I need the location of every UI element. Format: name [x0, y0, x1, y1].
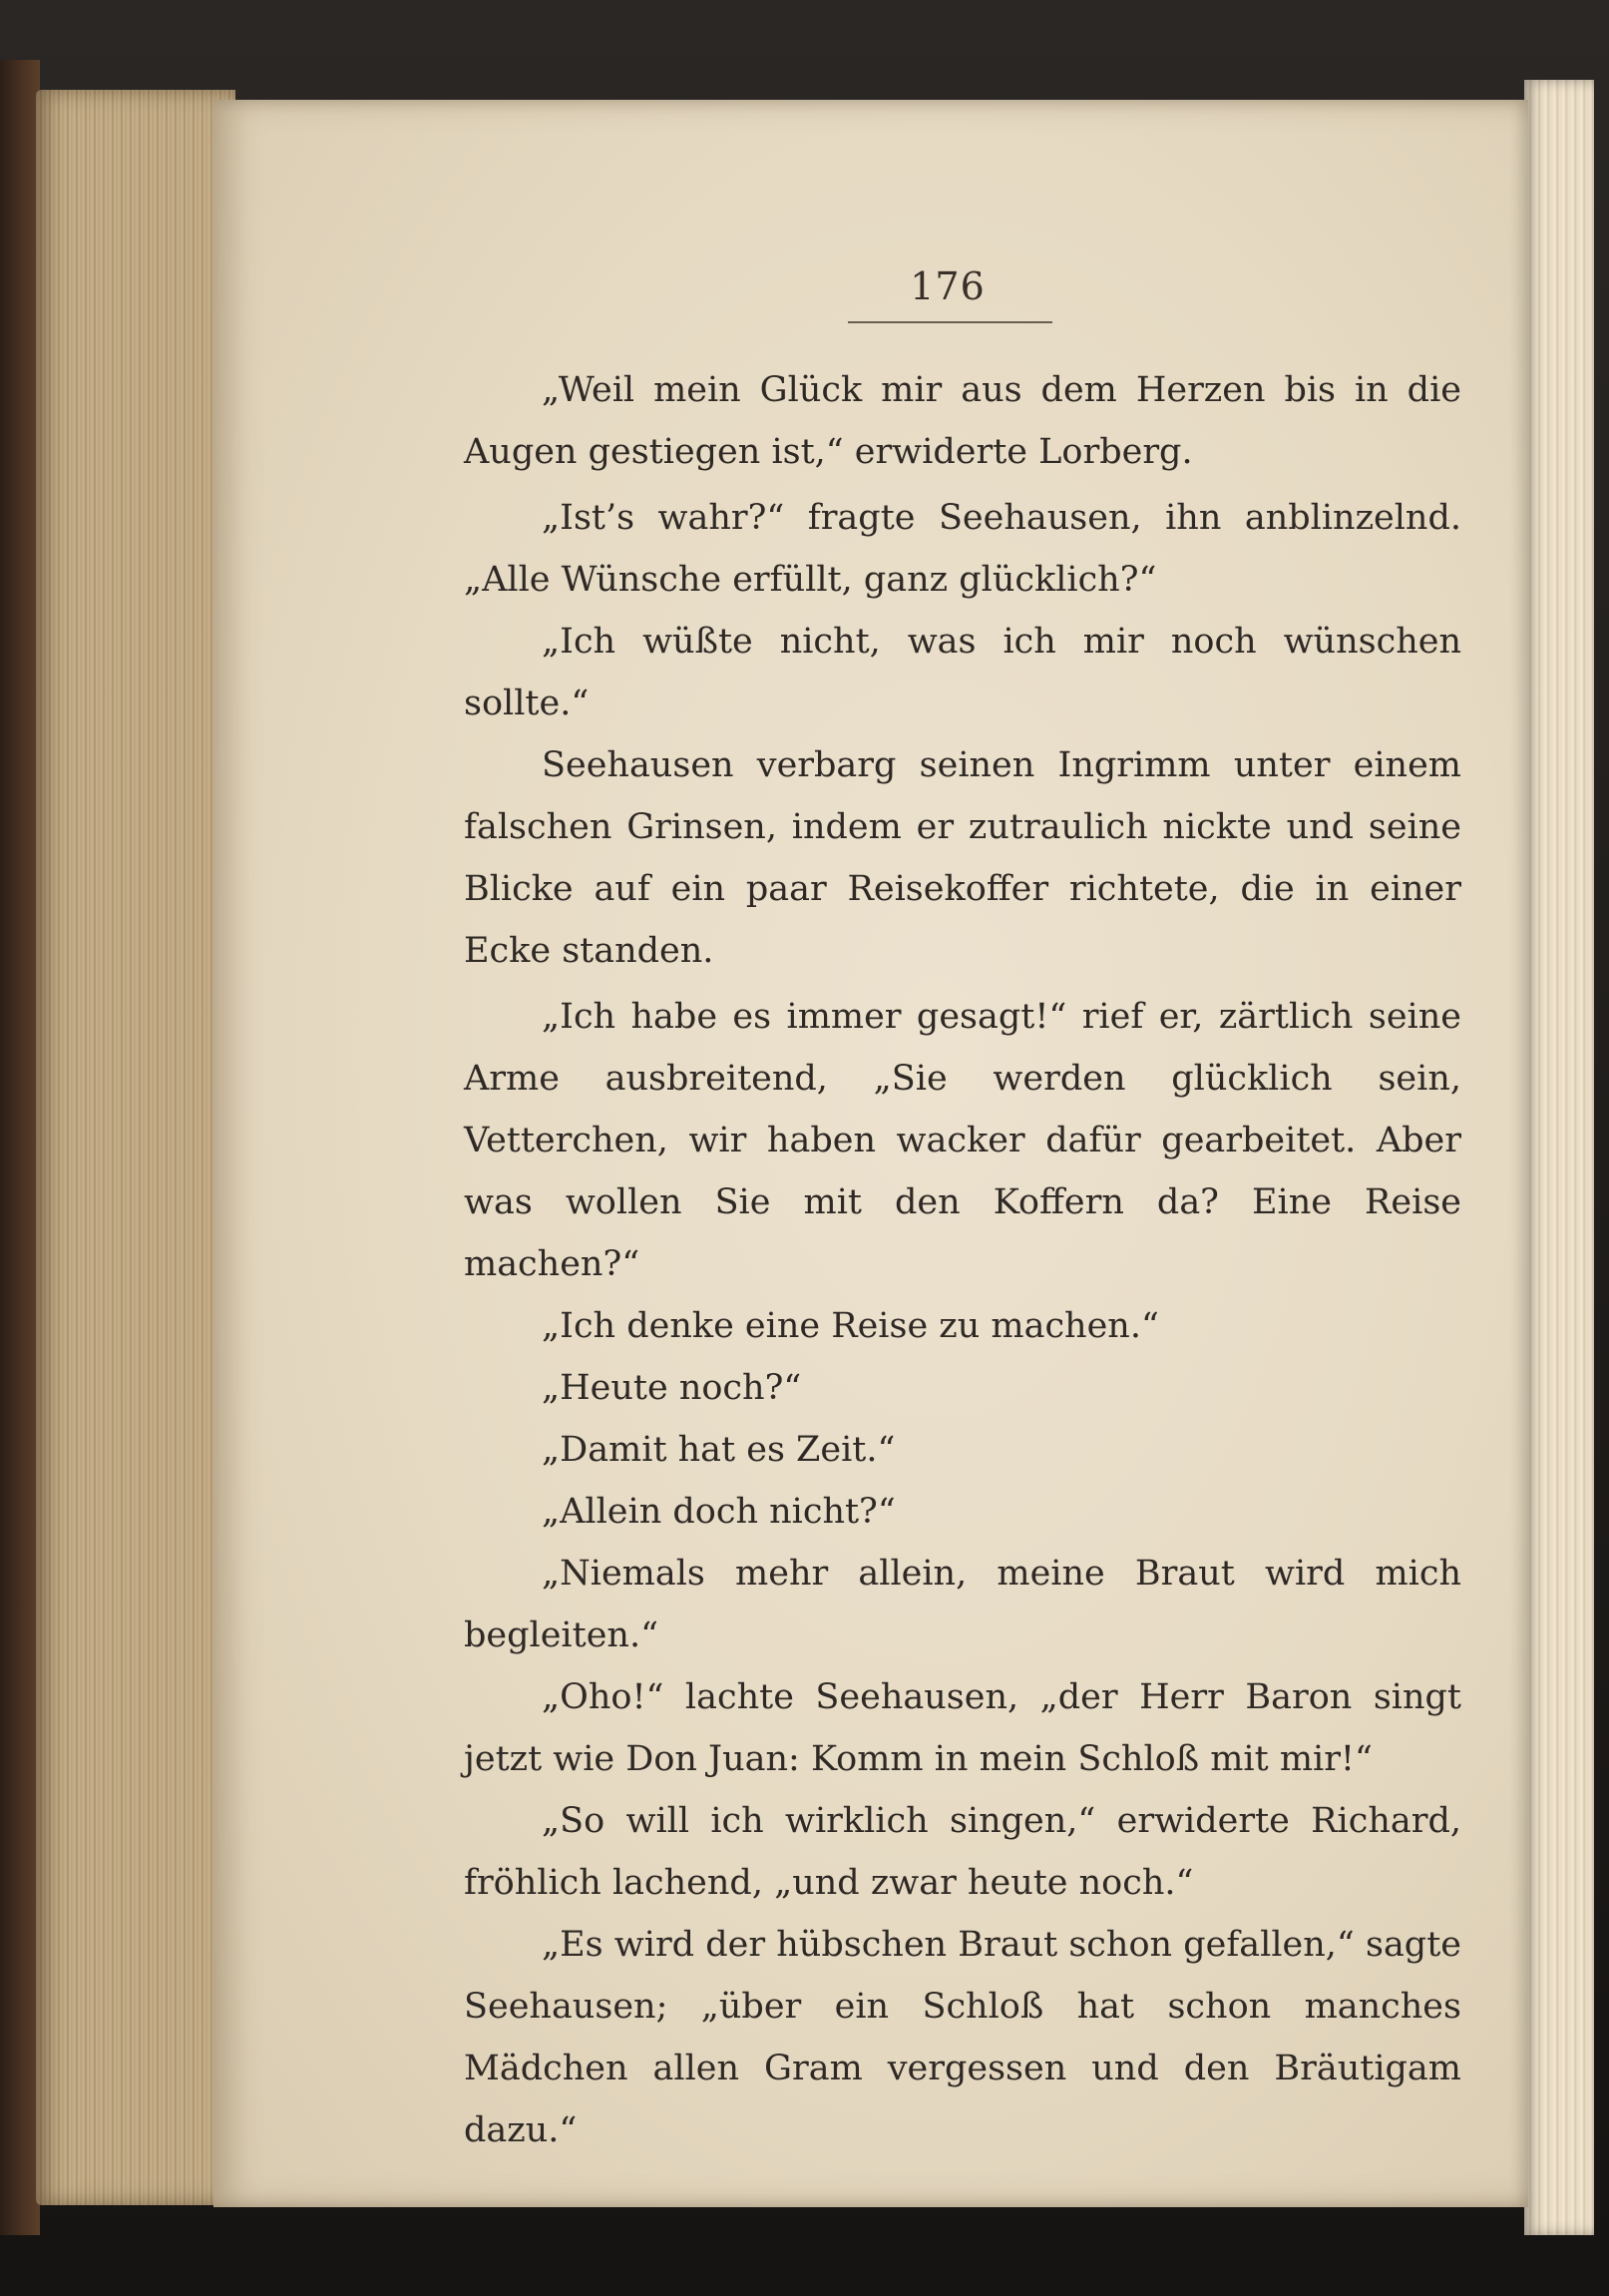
paragraph: „Ich habe es immer gesagt!“ rief er, zärtlich seine Arme ausbreitend, „Sie werden glücklich sein, Vetterchen, wir haben wacker dafür gearbeitet. Aber was wollen Sie mit den Koffern da? Eine Reise machen?“ — [464, 997, 1461, 1284]
paragraph: „Ich wüßte nicht, was ich mir noch wünschen sollte.“ — [464, 622, 1461, 723]
paragraph: „Oho!“ lachte Seehausen, „der Herr Baron singt jetzt wie Don Juan: Komm in mein Schloß mit mir!“ — [464, 1677, 1461, 1779]
paragraph: „So will ich wirklich singen,“ erwiderte Richard, fröhlich lachend, „und zwar heute noch.“ — [464, 1801, 1461, 1903]
book-cover-edge — [0, 60, 40, 2235]
paragraph: „Weil mein Glück mir aus dem Herzen bis in die Augen gestiegen ist,“ erwiderte Lorberg. — [464, 370, 1461, 472]
page-edges-right — [1524, 80, 1594, 2235]
paragraph: Seehausen verbarg seinen Ingrimm unter einem falschen Grinsen, indem er zutraulich nickte und seine Blicke auf ein paar Reisekoffer richtete, die in einer Ecke standen. — [464, 745, 1461, 971]
paragraph: „Ist’s wahr?“ fragte Seehausen, ihn anblinzelnd. „Alle Wünsche erfüllt, ganz glücklich?“ — [464, 498, 1461, 600]
paragraph: „Es wird der hübschen Braut schon gefallen,“ sagte Seehausen; „über ein Schloß hat schon manches Mädchen allen Gram vergessen und den Bräutigam dazu.“ — [464, 1925, 1461, 2150]
paragraph: „Damit hat es Zeit.“ — [542, 1430, 896, 1470]
page-number: 176 — [910, 264, 986, 308]
paragraph: „Heute noch?“ — [542, 1368, 802, 1408]
header-rule — [848, 321, 1052, 323]
paragraph: „Niemals mehr allein, meine Braut wird mich begleiten.“ — [464, 1554, 1461, 1655]
page-edges-left — [36, 90, 235, 2205]
body-text — [464, 359, 1461, 2161]
paragraph: „Ich denke eine Reise zu machen.“ — [542, 1306, 1159, 1346]
paragraph: „Allein doch nicht?“ — [542, 1492, 896, 1532]
